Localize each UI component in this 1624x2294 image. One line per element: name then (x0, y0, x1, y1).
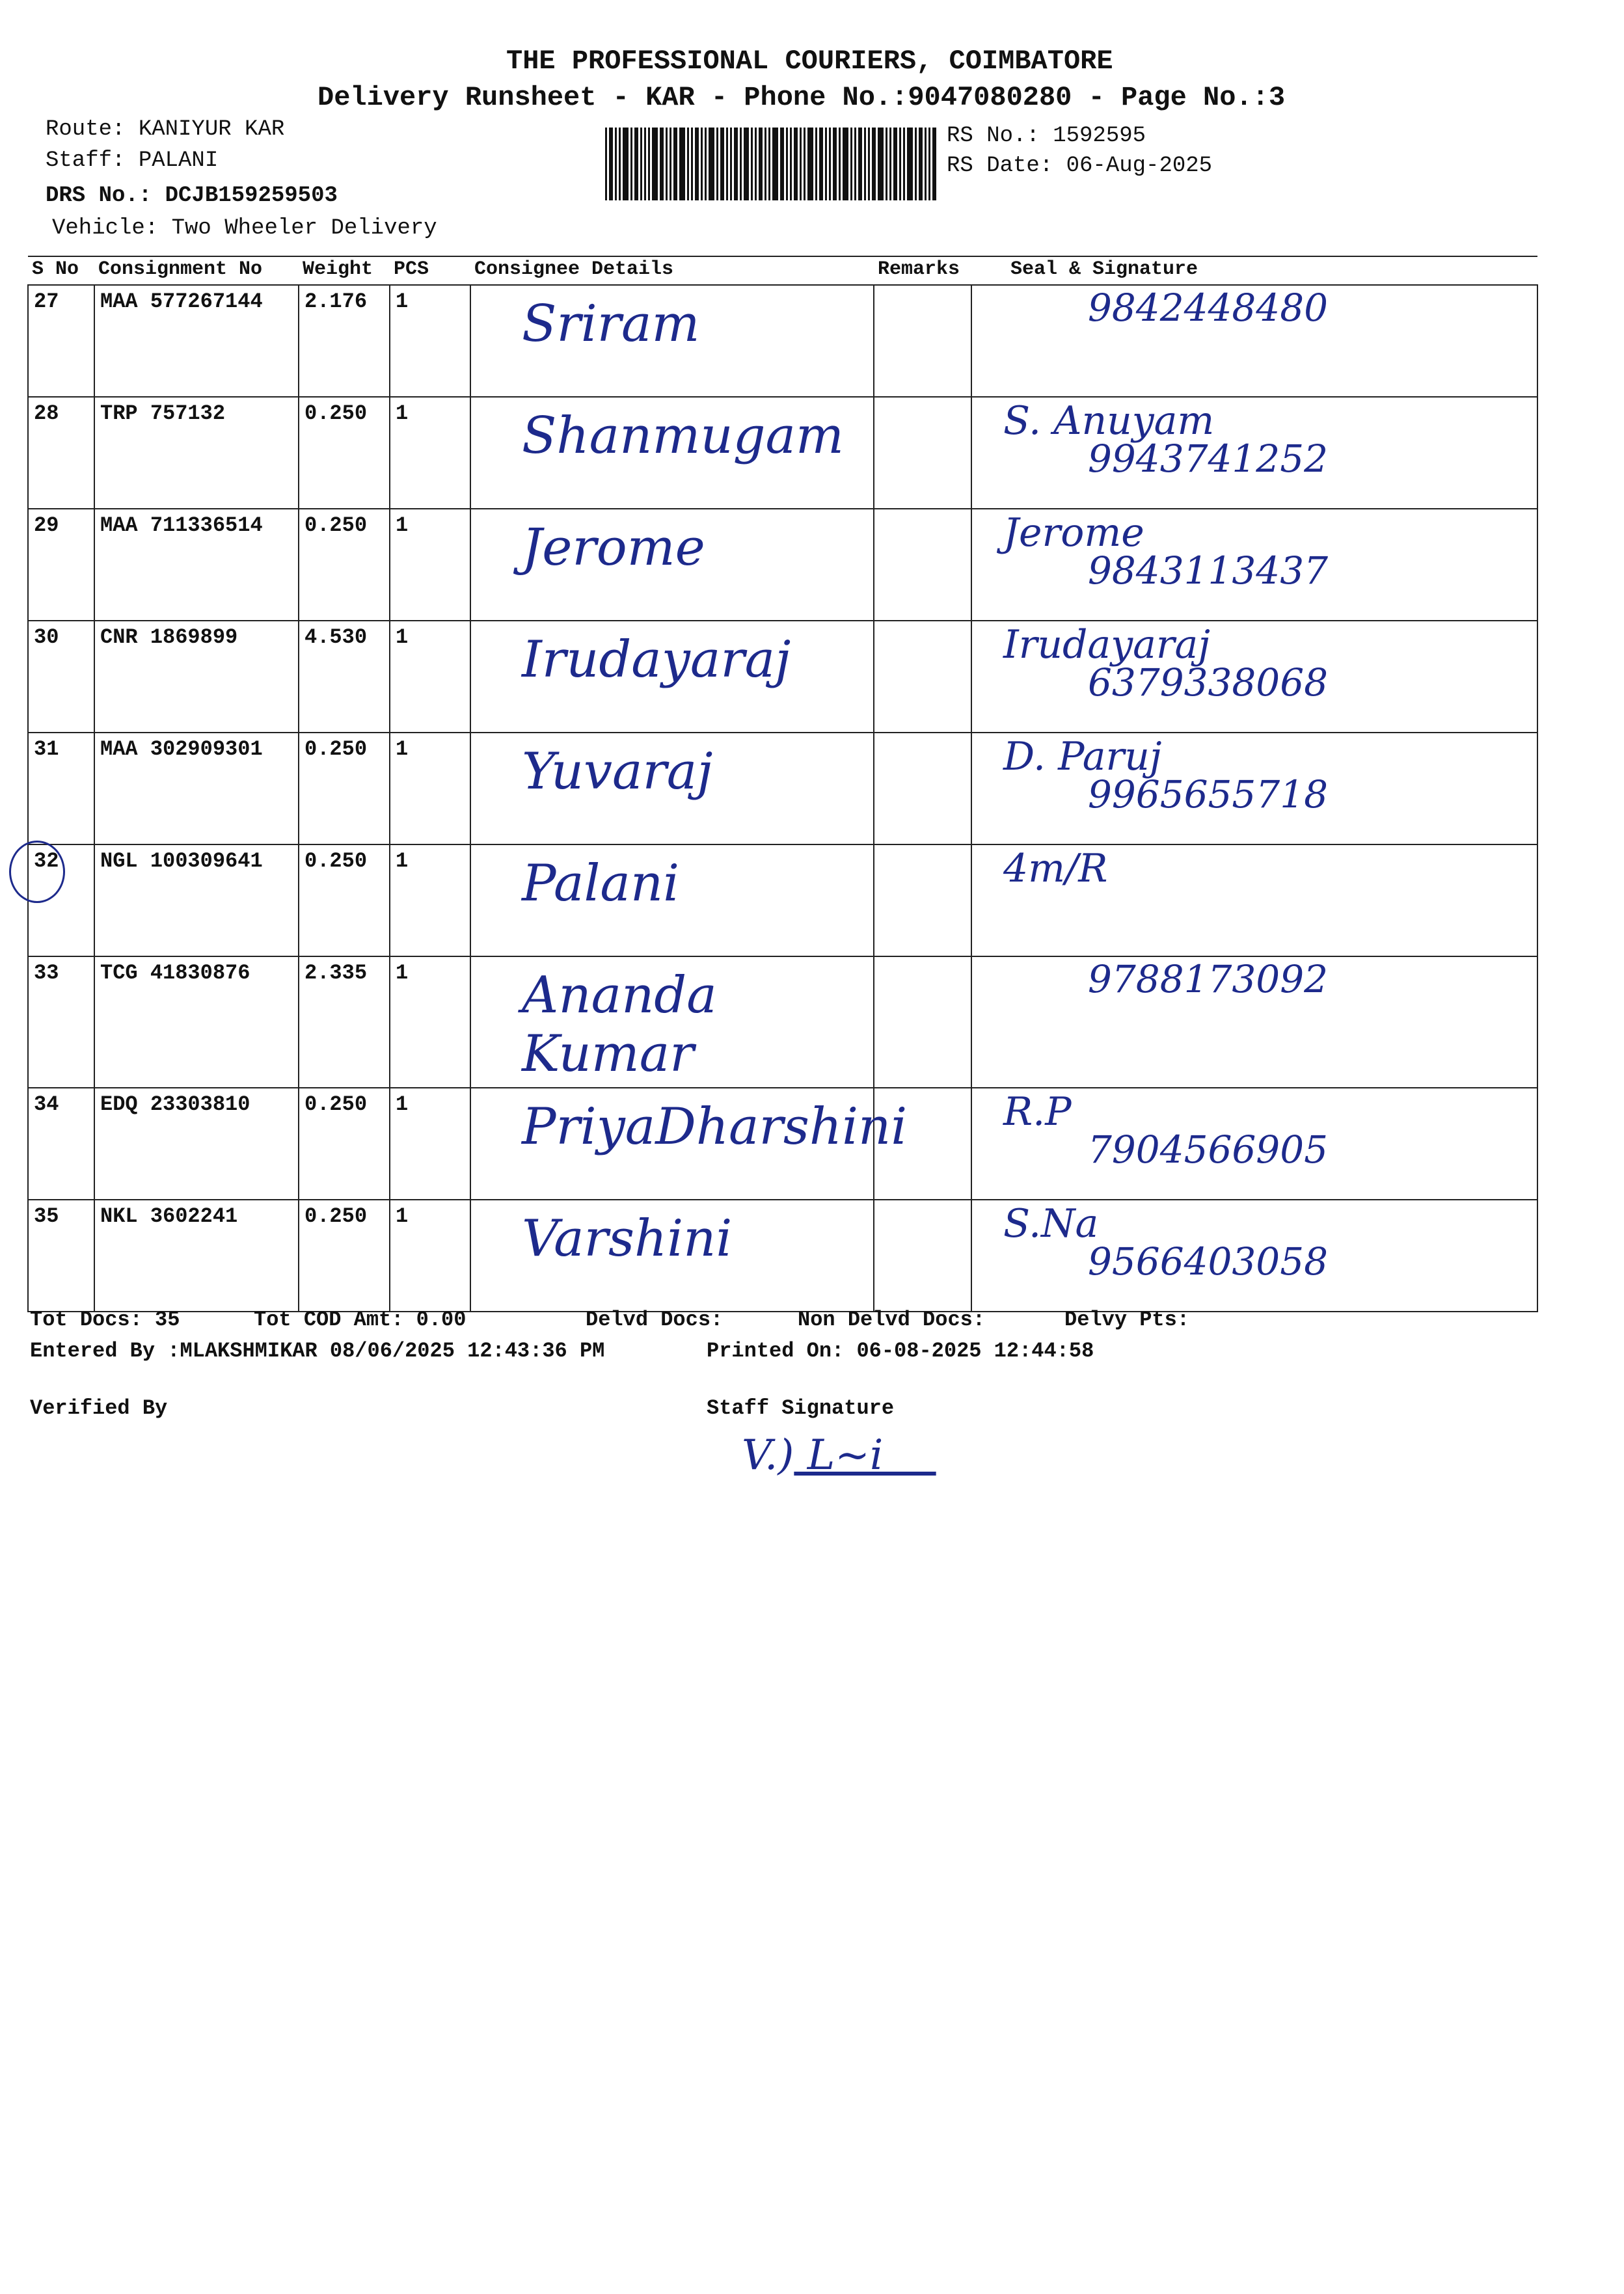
non-delivered-docs: Non Delvd Docs: (798, 1308, 986, 1332)
row-signature (971, 1200, 1537, 1312)
entered-by: Entered By :MLAKSHMIKAR 08/06/2025 12:43:36 PM (30, 1339, 605, 1363)
consignee-handwriting: Irudayaraj (522, 630, 791, 689)
staff-label: Staff: PALANI (46, 148, 219, 173)
row-weight: 0.250 (299, 1088, 390, 1200)
col-sno: S No (28, 256, 94, 285)
table-row (28, 509, 1537, 621)
signature-handwriting: S.Na (1003, 1201, 1099, 1247)
consignee-handwriting: Yuvaraj (522, 742, 713, 801)
row-weight: 2.335 (299, 956, 390, 1088)
consignee-handwriting: Shanmugam (522, 407, 845, 465)
row-sno: 31 (28, 733, 94, 844)
row-signature (971, 285, 1537, 397)
total-docs: Tot Docs: 35 (30, 1308, 180, 1332)
row-weight: 0.250 (299, 1200, 390, 1312)
staff-signature-label: Staff Signature (707, 1396, 895, 1420)
signature-handwriting: 4m/R (1003, 846, 1108, 891)
row-sno: 34 (28, 1088, 94, 1200)
row-remarks (874, 397, 971, 509)
row-consignment-no: NGL 100309641 (94, 844, 299, 956)
table-row (28, 956, 1537, 1088)
row-consignee (470, 397, 874, 509)
row-consignee (470, 956, 874, 1088)
table-row (28, 733, 1537, 844)
row-sno: 32 (28, 844, 94, 956)
row-remarks (874, 844, 971, 956)
table-row (28, 844, 1537, 956)
recipient-phone: 9843113437 (1088, 548, 1329, 593)
recipient-phone: 9842448480 (1088, 286, 1329, 330)
row-signature (971, 509, 1537, 621)
recipient-phone: 9943741252 (1088, 437, 1329, 481)
row-signature (971, 1088, 1537, 1200)
consignee-handwriting: Ananda Kumar (522, 966, 717, 1083)
table-row (28, 621, 1537, 733)
row-sno: 35 (28, 1200, 94, 1312)
verified-by-label: Verified By (30, 1396, 168, 1420)
row-consignee (470, 621, 874, 733)
recipient-phone: 9788173092 (1088, 957, 1329, 1001)
rs-number: RS No.: 1592595 (947, 124, 1146, 148)
table-row (28, 1088, 1537, 1200)
vehicle-label: Vehicle: Two Wheeler Delivery (52, 216, 437, 241)
row-pcs: 1 (390, 733, 470, 844)
row-32-circle-mark (9, 841, 65, 903)
row-consignment-no: EDQ 23303810 (94, 1088, 299, 1200)
barcode (605, 128, 938, 200)
col-pcs: PCS (390, 256, 470, 285)
table-header-row (28, 256, 1537, 285)
row-consignee (470, 1088, 908, 1200)
row-remarks (874, 733, 971, 844)
row-pcs: 1 (390, 844, 470, 956)
signature-handwriting: Jerome (1003, 510, 1144, 556)
row-sno: 30 (28, 621, 94, 733)
runsheet-table (27, 256, 1538, 1312)
row-consignee (470, 1200, 874, 1312)
recipient-phone: 6379338068 (1088, 660, 1329, 705)
row-consignment-no: MAA 711336514 (94, 509, 299, 621)
row-sno: 28 (28, 397, 94, 509)
row-sno: 33 (28, 956, 94, 1088)
row-signature (971, 733, 1537, 844)
row-consignee (470, 844, 874, 956)
staff-handwritten-signature: V.) L~i (742, 1431, 936, 1479)
total-cod-amount: Tot COD Amt: 0.00 (254, 1308, 467, 1332)
col-remarks: Remarks (874, 256, 971, 285)
recipient-phone: 7904566905 (1088, 1127, 1329, 1172)
row-weight: 0.250 (299, 397, 390, 509)
col-signature: Seal & Signature (971, 256, 1537, 285)
route-label: Route: KANIYUR KAR (46, 117, 285, 142)
row-weight: 0.250 (299, 509, 390, 621)
runsheet-subtitle: Delivery Runsheet - KAR - Phone No.:9047080280 - Page No.:3 (318, 82, 1286, 113)
delivered-docs: Delvd Docs: (586, 1308, 724, 1332)
row-consignment-no: NKL 3602241 (94, 1200, 299, 1312)
row-consignee (470, 285, 874, 397)
row-signature (971, 397, 1537, 509)
col-consignee: Consignee Details (470, 256, 874, 285)
row-pcs: 1 (390, 956, 470, 1088)
row-consignee (470, 509, 874, 621)
row-remarks (874, 1200, 971, 1312)
row-consignment-no: CNR 1869899 (94, 621, 299, 733)
printed-on: Printed On: 06-08-2025 12:44:58 (707, 1339, 1094, 1363)
row-weight: 0.250 (299, 844, 390, 956)
consignee-handwriting: Palani (522, 854, 680, 913)
company-title: THE PROFESSIONAL COURIERS, COIMBATORE (506, 46, 1113, 77)
row-remarks (874, 621, 971, 733)
row-signature (971, 621, 1537, 733)
col-consignment: Consignment No (94, 256, 299, 285)
row-consignment-no: TRP 757132 (94, 397, 299, 509)
consignee-handwriting: PriyaDharshini (522, 1098, 908, 1156)
row-pcs: 1 (390, 1200, 470, 1312)
row-weight: 2.176 (299, 285, 390, 397)
row-weight: 4.530 (299, 621, 390, 733)
row-pcs: 1 (390, 509, 470, 621)
row-consignment-no: MAA 302909301 (94, 733, 299, 844)
consignee-handwriting: Sriram (522, 295, 700, 353)
signature-handwriting: D. Paruj (1003, 734, 1162, 779)
delivery-points: Delvy Pts: (1064, 1308, 1190, 1332)
row-signature (971, 844, 1537, 956)
signature-handwriting: S. Anuyam (1003, 398, 1215, 444)
row-weight: 0.250 (299, 733, 390, 844)
row-consignment-no: TCG 41830876 (94, 956, 299, 1088)
table-row (28, 285, 1537, 397)
row-consignment-no: MAA 577267144 (94, 285, 299, 397)
row-signature (971, 956, 1537, 1088)
row-consignee (470, 733, 874, 844)
row-remarks (874, 509, 971, 621)
row-pcs: 1 (390, 285, 470, 397)
row-pcs: 1 (390, 1088, 470, 1200)
recipient-phone: 9965655718 (1088, 772, 1329, 816)
drs-number: DRS No.: DCJB159259503 (46, 183, 338, 208)
row-remarks (874, 956, 971, 1088)
row-pcs: 1 (390, 397, 470, 509)
signature-handwriting: Irudayaraj (1003, 622, 1210, 668)
table-row (28, 1200, 1537, 1312)
consignee-handwriting: Jerome (522, 519, 705, 577)
row-pcs: 1 (390, 621, 470, 733)
row-sno: 29 (28, 509, 94, 621)
row-sno: 27 (28, 285, 94, 397)
rs-date: RS Date: 06-Aug-2025 (947, 154, 1213, 178)
table-row (28, 397, 1537, 509)
signature-handwriting: R.P (1003, 1089, 1072, 1135)
row-remarks (874, 285, 971, 397)
recipient-phone: 9566403058 (1088, 1239, 1329, 1284)
consignee-handwriting: Varshini (522, 1209, 733, 1268)
col-weight: Weight (299, 256, 390, 285)
